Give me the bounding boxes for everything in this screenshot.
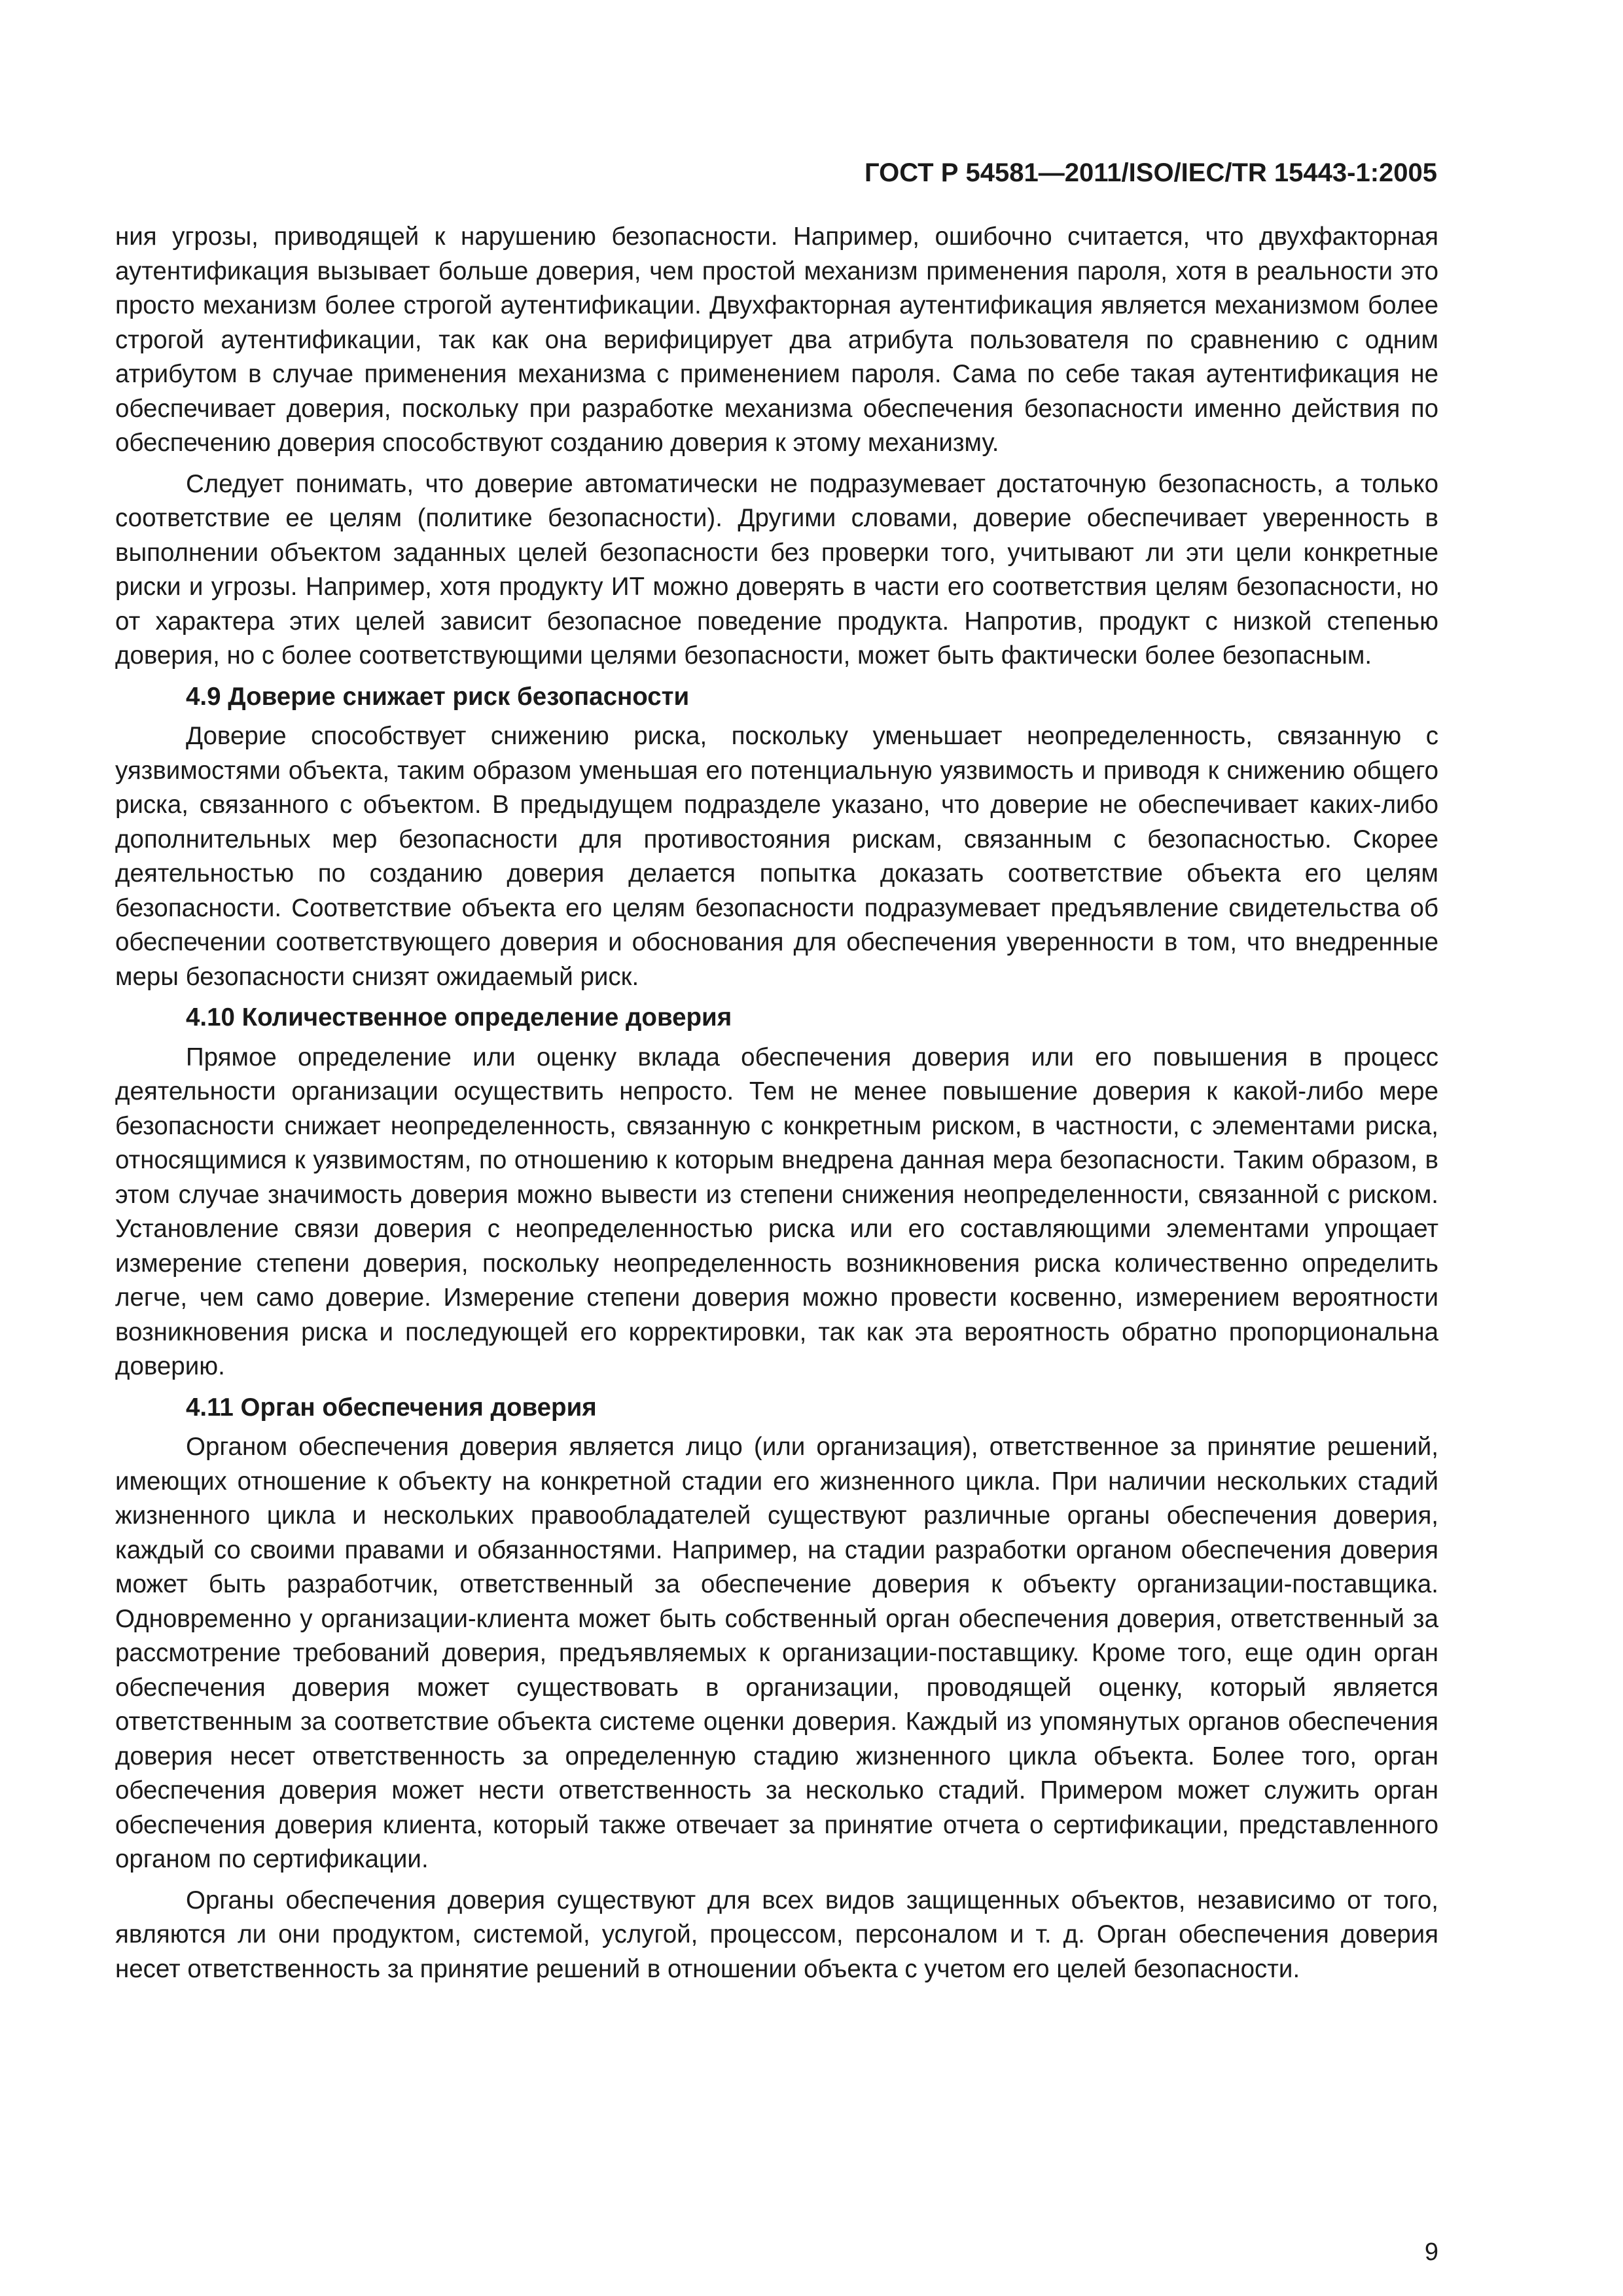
- paragraph-continuation: ния угрозы, приводящей к нарушению безопасности. Например, ошибочно считается, что двухфакторная аутентификация вызывает больше доверия, чем простой механизм применения пароля, хотя в реальности это просто механизм более строгой аутентификации. Двухфакторная аутентификация является механизмом более строгой аутентификации, так как она верифицирует два атрибута пользователя по сравнению с одним атрибутом в случае применения механизма с применением пароля. Сама по себе такая аутентификация не обеспечивает доверия, поскольку при разработке механизма обеспечения безопасности именно действия по обеспечению доверия способствуют созданию доверия к этому механизму.: [115, 223, 1438, 457]
- page-number: 9: [1424, 2238, 1438, 2266]
- standard-code-header: ГОСТ Р 54581—2011/ISO/IEC/TR 15443-1:2005: [865, 158, 1437, 187]
- section-heading-4-11: 4.11 Орган обеспечения доверия: [186, 1393, 597, 1422]
- paragraph: Прямое определение или оценку вклада обеспечения доверия или его повышения в процесс деятельности организации осуществить непросто. Тем не менее повышение доверия к какой-либо мере безопасности снижает неопределенность, связанную с конкретным риском, в частности, с элементами риска, относящимися к уязвимостям, по отношению к которым внедрена данная мера безопасности. Таким образом, в этом случае значимость доверия можно вывести из степени снижения неопределенности, связанной с риском. Установление связи доверия с неопределенностью риска или его составляющими элементами упрощает измерение степени доверия, поскольку неопределенность возникновения риска количественно определить легче, чем само доверие. Измерение степени доверия можно провести косвенно, измерением вероятности возникновения риска и последующей его корректировки, так как эта вероятность обратно пропорциональна доверию.: [115, 1043, 1438, 1380]
- paragraph: Органом обеспечения доверия является лицо (или организация), ответственное за принятие решений, имеющих отношение к объекту на конкретной стадии его жизненного цикла. При наличии нескольких стадий жизненного цикла и нескольких правообладателей существуют различные органы обеспечения доверия, каждый со своими правами и обязанностями. Например, на стадии разработки органом обеспечения доверия может быть разработчик, ответственный за обеспечение доверия к объекту организации-поставщика. Одновременно у организации-клиента может быть собственный орган обеспечения доверия, ответственный за рассмотрение требований доверия, предъявляемых к организации-поставщику. Кроме того, еще один орган обеспечения доверия может существовать в организации, проводящей оценку, который является ответственным за соответствие объекта системе оценки доверия. Каждый из упомянутых органов обеспечения доверия несет ответственность за определенную стадию жизненного цикла объекта. Более того, орган обеспечения доверия может нести ответственность за несколько стадий. Примером может служить орган обеспечения доверия клиента, который также отвечает за принятие отчета о сертификации, представленного органом по сертификации.: [115, 1433, 1438, 1873]
- document-body: [115, 220, 1438, 1986]
- paragraph: Органы обеспечения доверия существуют для всех видов защищенных объектов, независимо от того, являются ли они продуктом, системой, услугой, процессом, персоналом и т. д. Орган обеспечения доверия несет ответственность за принятие решений в отношении объекта с учетом его целей безопасности.: [115, 1886, 1438, 1983]
- paragraph: Следует понимать, что доверие автоматически не подразумевает достаточную безопасность, а только соответствие ее целям (политике безопасности). Другими словами, доверие обеспечивает уверенность в выполнении объектом заданных целей безопасности без проверки того, учитывают ли эти цели конкретные риски и угрозы. Например, хотя продукту ИТ можно доверять в части его соответствия целям безопасности, но от характера этих целей зависит безопасное поведение продукта. Напротив, продукт с низкой степенью доверия, но с более соответствующими целями безопасности, может быть фактически более безопасным.: [115, 469, 1438, 670]
- paragraph: Доверие способствует снижению риска, поскольку уменьшает неопределенность, связанную с уязвимостями объекта, таким образом уменьшая его потенциальную уязвимость и приводя к снижению общего риска, связанного с объектом. В предыдущем подразделе указано, что доверие не обеспечивает каких-либо дополнительных мер безопасности для противостояния рискам, связанным с безопасностью. Скорее деятельностью по созданию доверия делается попытка доказать соответствие объекта его целям безопасности. Соответствие объекта его целям безопасности подразумевает предъявление свидетельства об обеспечении соответствующего доверия и обоснования для обеспечения уверенности в том, что внедренные меры безопасности снизят ожидаемый риск.: [115, 722, 1438, 991]
- section-heading-4-9: 4.9 Доверие снижает риск безопасности: [186, 682, 690, 711]
- document-page: [115, 154, 1438, 2269]
- section-heading-4-10: 4.10 Количественное определение доверия: [186, 1003, 732, 1031]
